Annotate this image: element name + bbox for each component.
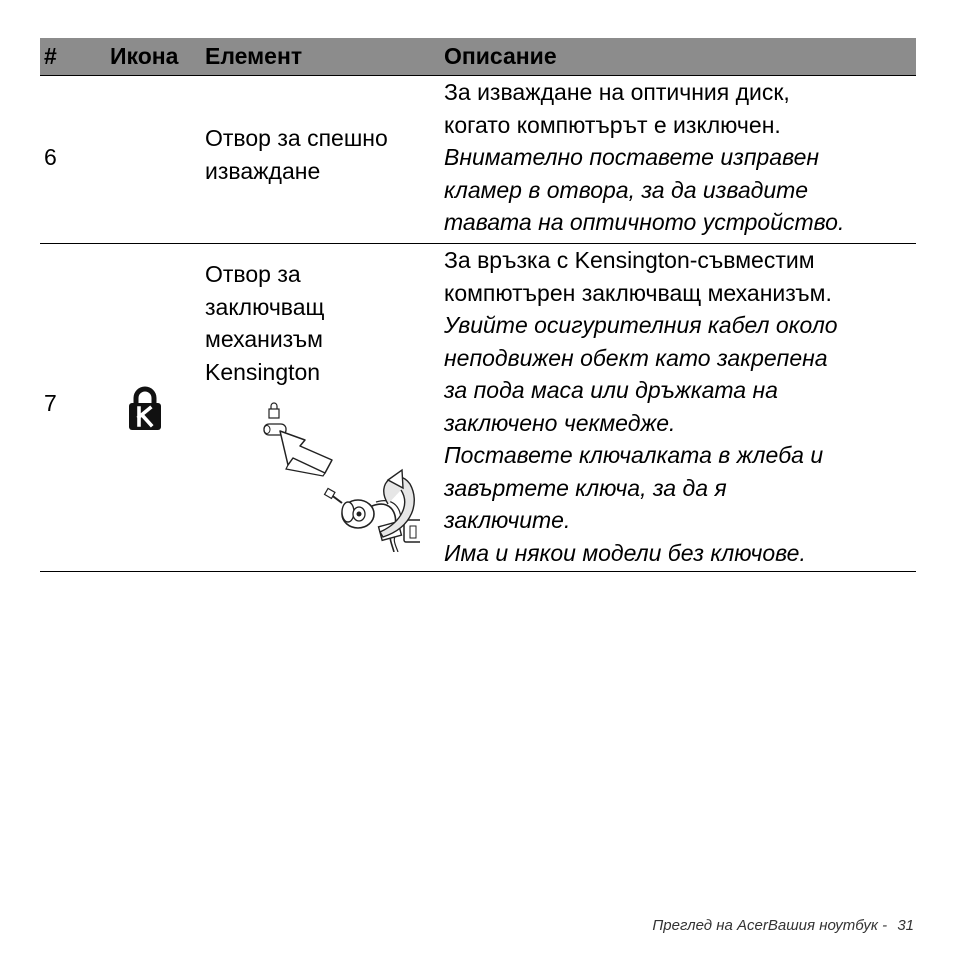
header-icon: Икона	[110, 43, 179, 69]
desc-line: За изваждане на оптичния диск,	[444, 79, 790, 105]
element-name	[205, 122, 388, 187]
desc-note-line: Внимателно поставете изправен	[444, 144, 820, 170]
desc-note-line: тавата на оптичното устройство.	[444, 209, 845, 235]
row-number: 6	[44, 144, 57, 170]
header-element: Елемент	[205, 43, 303, 69]
element-line: Kensington	[205, 358, 321, 385]
desc-line: компютърен заключващ механизъм.	[444, 279, 832, 306]
ports-table	[40, 38, 916, 572]
desc-line: когато компютърът е изключен.	[444, 111, 781, 138]
element-line: механизъм	[205, 326, 323, 352]
element-line: изваждане	[205, 157, 321, 184]
kensington-lock-icon	[128, 385, 162, 431]
desc-note-line: заключите.	[444, 507, 571, 533]
element-line: Отвор за	[205, 261, 301, 287]
element-line: Отвор за спешно	[205, 125, 388, 151]
header-description: Описание	[444, 43, 557, 69]
description	[444, 244, 838, 569]
desc-note-line: Има и някои модели без ключове.	[444, 539, 806, 566]
desc-note-line: заключено чекмедже.	[444, 409, 676, 436]
desc-note-line: кламер в отвора, за да извадите	[444, 176, 809, 203]
description	[444, 76, 844, 239]
desc-line: За връзка с Kensington-съвместим	[444, 247, 815, 273]
element-name	[205, 258, 324, 388]
desc-note-line: завъртете ключа, за да я	[444, 474, 727, 501]
table-row	[40, 244, 916, 572]
desc-note-line: Поставете ключалката в жлеба и	[444, 442, 824, 468]
page-footer	[652, 917, 914, 934]
table-row	[40, 76, 916, 244]
footer-text: Преглед на AcerВашия ноутбук -	[652, 917, 888, 934]
table-header	[40, 38, 916, 76]
kensington-lock-illustration	[220, 402, 420, 552]
row-number: 7	[44, 390, 57, 416]
header-num: #	[44, 43, 57, 69]
element-line: заключващ	[205, 293, 325, 320]
desc-note-line: неподвижен обект като закрепена	[444, 344, 828, 371]
desc-note-line: за пода маса или дръжката на	[444, 377, 778, 403]
desc-note-line: Увийте осигурителния кабел около	[444, 312, 838, 338]
page-number: 31	[897, 917, 914, 934]
